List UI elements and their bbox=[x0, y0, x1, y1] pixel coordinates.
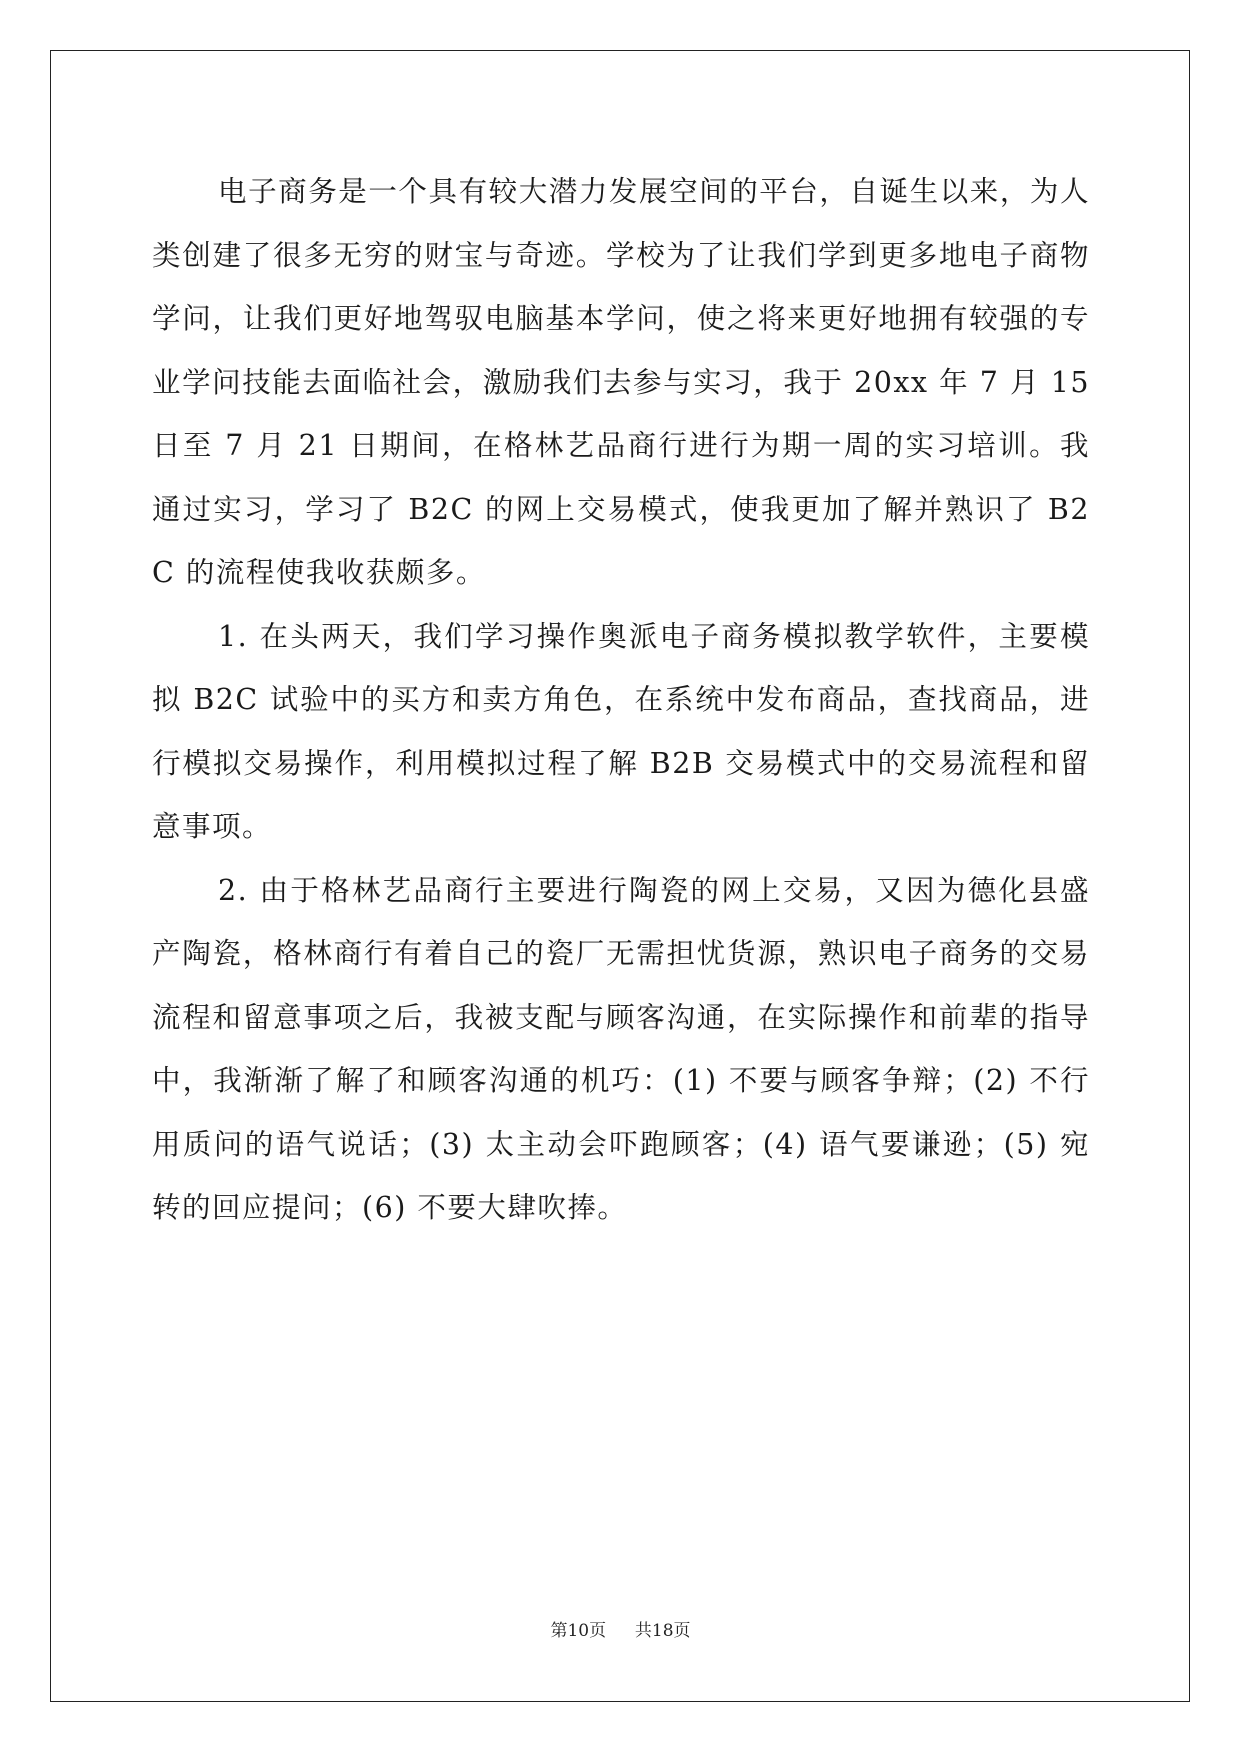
document-body bbox=[152, 160, 1090, 1240]
page-footer bbox=[0, 1616, 1241, 1641]
paragraph-intro: 电子商务是一个具有较大潜力发展空间的平台，自诞生以来，为人类创建了很多无穷的财宝与奇迹。学校为了让我们学到更多地电子商物学问，让我们更好地驾驭电脑基本学问，使之将来更好地拥有较强的专业学问技能去面临社会，激励我们去参与实习，我于 20xx 年 7 月 15 日至 7 月 21 日期间，在格林艺品商行进行为期一周的实习培训。我通过实习，学习了 B2C 的网上交易模式，使我更加了解并熟识了 B2C 的流程使我收获颇多。 bbox=[152, 175, 1090, 589]
page-number-current: 第10页 bbox=[550, 1621, 607, 1641]
page-number-total: 共18页 bbox=[634, 1621, 691, 1641]
paragraph-item-2: 2. 由于格林艺品商行主要进行陶瓷的网上交易，又因为德化县盛产陶瓷，格林商行有着自己的瓷厂无需担忧货源，熟识电子商务的交易流程和留意事项之后，我被支配与顾客沟通，在实际操作和前辈的指导中，我渐渐了解了和顾客沟通的机巧：(1) 不要与顾客争辩；(2) 不行用质问的语气说话；(3) 太主动会吓跑顾客；(4) 语气要谦逊；(5) 宛转的回应提问；(6) 不要大肆吹捧。 bbox=[152, 873, 1090, 1224]
paragraph-item-1: 1. 在头两天，我们学习操作奥派电子商务模拟教学软件，主要模拟 B2C 试验中的买方和卖方角色，在系统中发布商品，查找商品，进行模拟交易操作，利用模拟过程了解 B2B 交易模式中的交易流程和留意事项。 bbox=[152, 619, 1090, 843]
